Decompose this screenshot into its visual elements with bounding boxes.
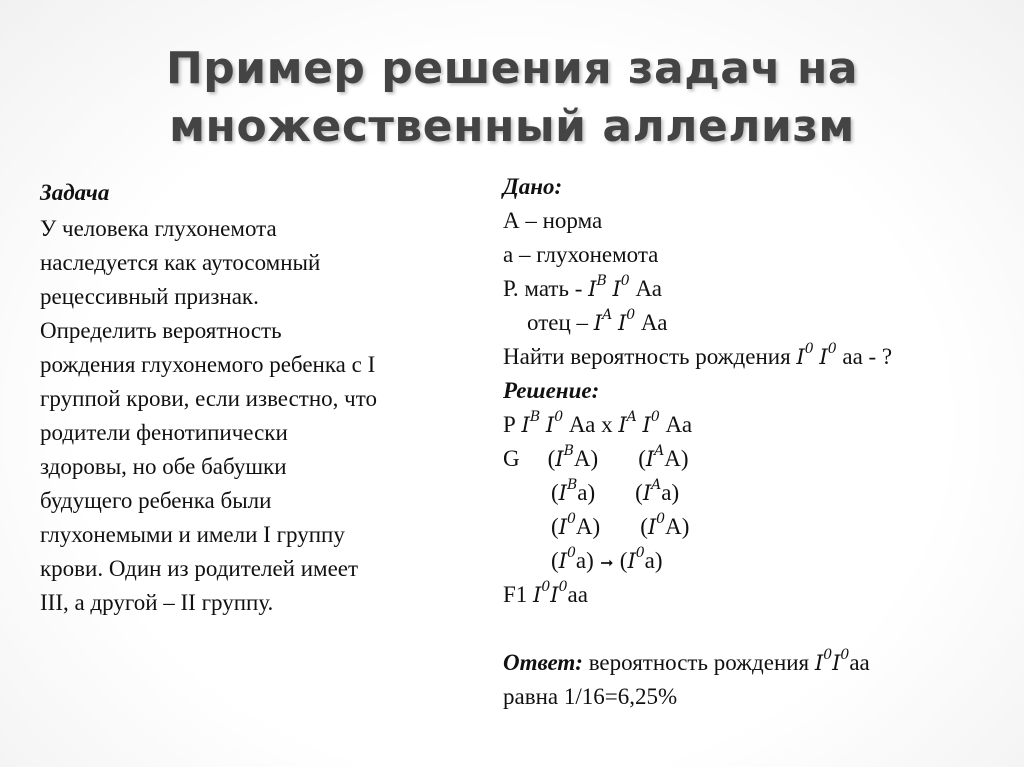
g-label: G — [503, 446, 520, 471]
allele-sup: 0 — [823, 647, 833, 664]
allele-sup: 0 — [626, 307, 636, 324]
arrow-icon: ➞ — [600, 555, 614, 572]
allele-symbol: I — [555, 447, 564, 471]
mother-suffix: Аа — [635, 276, 662, 301]
allele-symbol: I — [645, 447, 655, 471]
answer-suffix: аа — [849, 650, 870, 675]
allele-sup: B — [566, 477, 578, 494]
problem-line: рецессивный признак. — [40, 284, 259, 309]
allele-symbol: I — [819, 345, 828, 369]
allele-symbol: I — [642, 413, 651, 437]
slide-title — [0, 40, 1024, 156]
problem-line: III, а другой – II группу. — [40, 590, 274, 615]
allele-symbol: I — [647, 515, 657, 539]
solution-column — [503, 170, 1013, 714]
given-label: Дано: — [503, 174, 563, 199]
gamete-allele: А — [664, 446, 681, 471]
allele-sup: 0 — [541, 579, 551, 596]
problem-line: наследуется как аутосомный — [40, 250, 321, 275]
f1-label: F1 — [503, 582, 528, 607]
problem-line: Определить вероятность — [40, 318, 282, 343]
find-prefix: Найти вероятность рождения — [503, 344, 791, 369]
gametes-row-4: $(I^0а)$ ➞ $(I^0а)$ — [503, 544, 1013, 578]
allele-symbol: I — [796, 345, 805, 369]
gamete-allele: а — [575, 548, 587, 573]
allele-symbol: I — [521, 413, 530, 437]
p-mid: Аа х — [568, 412, 613, 437]
given-norm: А – норма — [503, 208, 603, 233]
allele-sup: A — [602, 307, 613, 324]
f1-suffix: аа — [567, 582, 588, 607]
allele-symbol: I — [588, 277, 597, 301]
allele-sup: 0 — [840, 647, 850, 664]
answer-value: равна 1/16=6,25% — [503, 684, 678, 709]
father-prefix: отец – — [527, 310, 589, 335]
gametes-row-1: G $(I^BА)$ $(I^AА)$ — [503, 443, 689, 471]
problem-line: рождения глухонемого ребенка с I — [40, 352, 376, 377]
allele-sup: B — [596, 273, 607, 290]
f1-row — [503, 578, 1013, 612]
p-label: Р — [503, 412, 516, 437]
allele-symbol: I — [558, 481, 567, 505]
allele-symbol: I — [558, 515, 567, 539]
allele-symbol: I — [618, 413, 627, 437]
allele-sup: A — [626, 409, 637, 426]
title-line-1: Пример решения задач на — [165, 43, 859, 94]
mother-prefix: Р. мать - — [503, 276, 583, 301]
problem-line: крови. Один из родителей имеет — [40, 556, 359, 581]
find-suffix: аа - ? — [842, 344, 893, 369]
allele-symbol: I — [627, 549, 636, 573]
allele-sup: 0 — [558, 579, 568, 596]
answer-text: вероятность рождения — [588, 650, 810, 675]
allele-sup: B — [563, 443, 574, 460]
gametes-row-3: $(I^0А)$ $(I^0А)$ — [551, 511, 690, 539]
allele-symbol: I — [533, 583, 542, 607]
answer-row — [503, 646, 1013, 680]
allele-sup: 0 — [804, 341, 814, 358]
allele-symbol: I — [832, 651, 841, 675]
allele-sup: 0 — [650, 409, 660, 426]
gamete-allele: а — [661, 480, 672, 505]
allele-symbol: I — [612, 277, 621, 301]
gamete-allele: А — [573, 446, 591, 471]
given-deaf: а – глухонемота — [503, 242, 659, 267]
p-suffix: Аа — [665, 412, 693, 437]
allele-sup: 0 — [635, 545, 645, 562]
problem-line: У человека глухонемота — [40, 216, 277, 241]
father-suffix: Аа — [640, 310, 668, 335]
allele-symbol: I — [558, 549, 567, 573]
allele-symbol: I — [617, 311, 627, 335]
allele-sup: 0 — [566, 545, 576, 562]
gamete-allele: А — [575, 514, 593, 539]
allele-symbol: I — [550, 583, 559, 607]
gamete-allele: а — [644, 548, 655, 573]
allele-symbol: I — [814, 651, 824, 675]
parents-cross — [503, 408, 1013, 442]
allele-sup: B — [529, 409, 541, 426]
problem-column — [40, 176, 480, 620]
allele-sup: 0 — [554, 409, 564, 426]
problem-line: здоровы, но обе бабушки — [40, 454, 287, 479]
find-question — [503, 340, 1013, 374]
problem-line: будущего ребенка были — [40, 488, 272, 513]
father-genotype — [503, 306, 1013, 340]
problem-line: глухонемыми и имели I группу — [40, 522, 345, 547]
problem-text — [40, 212, 480, 620]
problem-line: группой крови, если известно, что — [40, 386, 377, 411]
allele-symbol: I — [642, 481, 652, 505]
gamete-allele: А — [665, 514, 682, 539]
answer-label: Ответ: — [503, 650, 583, 675]
allele-symbol: I — [593, 311, 603, 335]
solution-label: Решение: — [503, 378, 600, 403]
gamete-allele: а — [577, 480, 588, 505]
allele-sup: 0 — [566, 511, 576, 528]
allele-sup: A — [651, 477, 662, 494]
mother-genotype — [503, 272, 1013, 306]
problem-line: родители фенотипически — [40, 420, 288, 445]
title-line-2: множественный аллелизм — [169, 101, 855, 152]
allele-sup: 0 — [656, 511, 666, 528]
allele-symbol: I — [545, 413, 555, 437]
allele-sup: A — [654, 443, 665, 460]
problem-heading: Задача — [40, 180, 110, 205]
allele-sup: 0 — [620, 273, 630, 290]
allele-sup: 0 — [827, 341, 837, 358]
gametes-row-2: $(I^Bа)$ $(I^Aа)$ — [551, 477, 680, 505]
